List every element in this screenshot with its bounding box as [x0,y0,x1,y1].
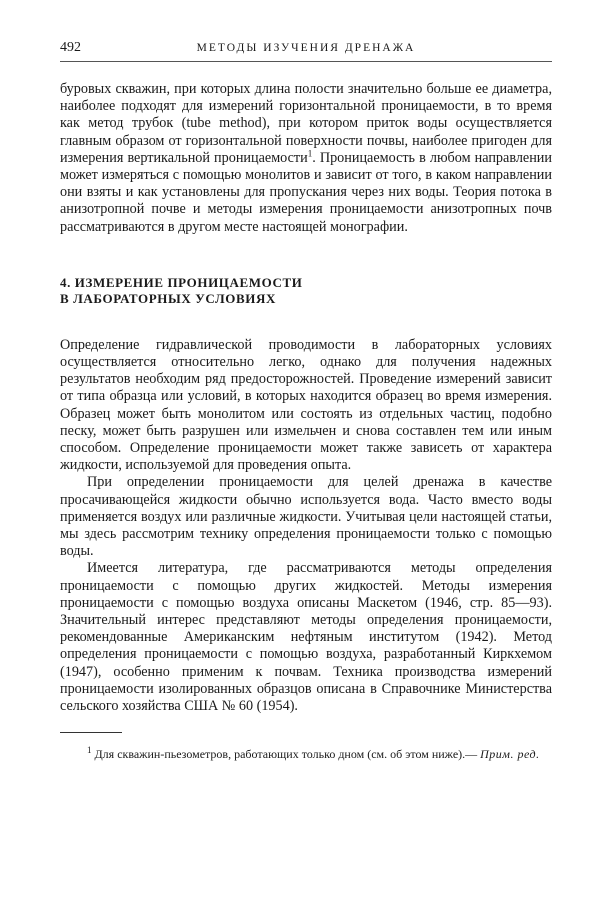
section-heading [60,275,552,307]
footnote [60,747,552,763]
section-heading-line-1: 4. ИЗМЕРЕНИЕ ПРОНИЦАЕМОСТИ [60,274,303,290]
running-head [60,40,552,62]
section-heading-line-2: В ЛАБОРАТОРНЫХ УСЛОВИЯХ [60,290,276,306]
footnote-divider [60,732,122,733]
paragraph-text: . Проницаемость в любом направлении может измеряться с помощью монолитов и зависит от того, в каком направлении они взяты и как установлены для пропускания через них воды. Теория потока в анизотропной почве и методы измерения проницаемости анизотропных почв рассматриваются в другом месте настоящей монографии. [60,149,552,235]
footnote-editor-note: Прим. ред. [480,747,540,762]
footnote-text: Для скважин-пьезометров, работающих только дном (см. об этом ниже).— [91,747,481,762]
footnote-reference[interactable]: 1 [307,148,313,159]
footnote-mark: 1 [87,745,92,756]
page-number: 492 [60,40,81,55]
running-head-title: МЕТОДЫ ИЗУЧЕНИЯ ДРЕНАЖА [196,42,416,54]
paragraph-text: буровых скважин, при которых длина полости значительно больше ее диаметра, наиболее подходят для измерений горизонтальной проницаемости, в то время как метод трубок (tube method), при котором приток воды осуществляется главным образом от горизонтальной поверхности почвы, наиболее пригоден для измерения вертикальной проницаемости [60,81,552,166]
paragraph-definition: Определение гидравлической проводимости в лабораторных условиях осуществляется относительно легко, однако для получения надежных результатов необходим ряд предосторожностей. Проведение измерений зависит от типа образца или условий, в которых находится образец во время измерения. Образец может быть монолитом или состоять из отдельных частиц, подобно песку, может быть разрушен или измельчен и снова составлен тем или иным способом. Определение проницаемости может также зависеть от характера жидкости, используемой для проведения опыта. [60,336,552,474]
paragraph-literature: Имеется литература, где рассматриваются методы определения проницаемости с помощью других жидкостей. Методы измерения проницаемости с помощью воздуха описаны Маскетом (1946, стр. 85—93). Значительный интерес представляют методы определения проницаемости, рекомендованные Американским нефтяным институтом (1942). Метод определения проницаемости с помощью воздуха, разработанный Киркхемом (1947), особенно применим к почвам. Техника производства измерений проницаемости изолированных образцов описана в Справочнике Министерства сельского хозяйства США № 60 (1954). [60,560,552,715]
paragraph-continued [60,81,552,236]
page [60,40,552,763]
paragraph-water: При определении проницаемости для целей дренажа в качестве просачивающейся жидкости обычно используется вода. Часто вместо воды применяется воздух или различные жидкости. Учитывая цели настоящей статьи, мы здесь рассмотрим технику определения проницаемости только с помощью воды. [60,474,552,560]
